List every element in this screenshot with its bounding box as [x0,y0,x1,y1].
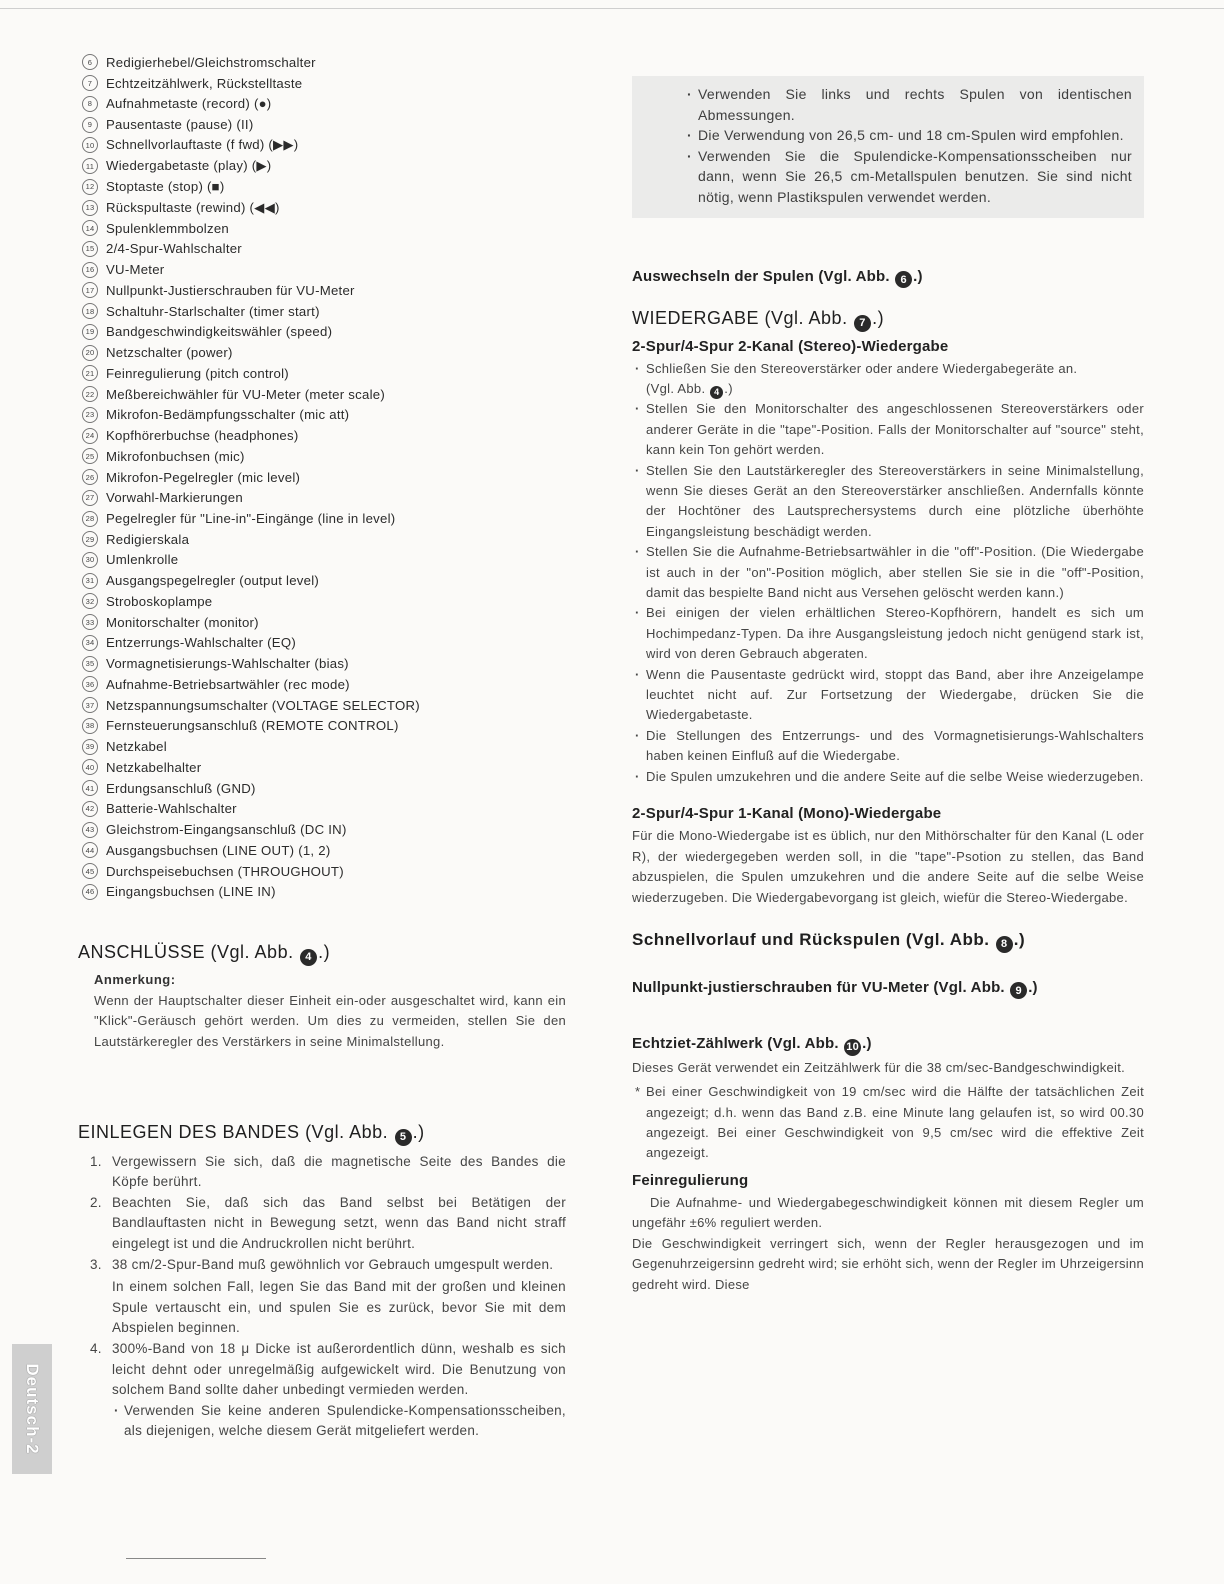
item-number: 40 [82,759,98,775]
list-item [82,176,566,197]
wiedergabe-heading: WIEDERGABE (Vgl. Abb. 7 .) [632,308,1144,332]
schnell-heading: Schnellvorlauf und Rückspulen (Vgl. Abb. 8 .) [632,930,1144,953]
note-label: Anmerkung: [94,971,176,987]
figure-badge: 5 [395,1129,412,1146]
anschluesse-heading: ANSCHLÜSSE (Vgl. Abb. 4 .) [78,942,566,966]
figure-badge: 8 [996,936,1013,953]
item-label: Pausentaste (pause) (II) [106,117,254,133]
list-item [82,633,566,654]
list-item [82,757,566,778]
item-number: 8 [82,96,98,112]
item-label: Spulenklemmbolzen [106,220,230,236]
item-number: 12 [82,179,98,195]
item-label: Stroboskoplampe [106,593,213,609]
figure-badge: 4 [710,386,723,399]
item-label: Batterie-Wahlschalter [106,801,237,817]
item-number: 7 [82,75,98,91]
item-label: Netzschalter (power) [106,345,233,361]
list-item [82,819,566,840]
figure-badge: 9 [1010,982,1027,999]
list-item [82,156,566,177]
item-number: 10 [82,137,98,153]
fein-text-2: Die Geschwindigkeit verringert sich, wenn der Regler herausgezogen und im Gegenuhrzeigersinn gedreht wird; sie erhöht sich, wenn der Regler im Uhrzeigersinn gedreht wird. Diese [632,1235,1144,1292]
item-number: 28 [82,511,98,527]
list-item [82,487,566,508]
item-label: Wiedergabetaste (play) (▶) [106,158,272,174]
list-item [82,73,566,94]
left-column [78,52,566,1442]
item-label: Vorwahl-Markierungen [106,490,243,506]
item-number: 25 [82,448,98,464]
fein-text-1: Die Aufnahme- und Wiedergabegeschwindigkeit können mit diesem Regler um ungefähr ±6% reguliert werden. [632,1194,1144,1231]
figure-badge: 6 [895,271,912,288]
list-item [82,591,566,612]
item-label: Netzkabelhalter [106,759,202,775]
item-number: 20 [82,345,98,361]
item-label: Feinregulierung (pitch control) [106,365,289,381]
item-label: Umlenkrolle [106,552,179,568]
mono-text: Für die Mono-Wiedergabe ist es üblich, nur den Mithörschalter für den Kanal (L oder R), der wiedergegeben werden soll, in die "tape"-Psotion zu stellen, das Band abzuspielen, die Spulen umzukehren und die andere Seite auf die selbe Weise wiederzugeben. Die Wiedergabevorgang ist gleich, wiefür die Stereo-Wiedergabe. [632,828,1144,905]
item-number: 41 [82,780,98,796]
item-label: Pegelregler für "Line-in"-Eingänge (line in level) [106,511,396,527]
list-item: · Stellen Sie den Monitorschalter des angeschlossenen Stereoverstärkers oder anderer Geräte in die "tape"-Position. Falls der Monitorschalter auf "source" steht, kann kein Ton gehört werden. [632,399,1144,460]
item-number: 22 [82,386,98,402]
item-number: 6 [82,54,98,70]
item-number: 19 [82,324,98,340]
list-item [82,674,566,695]
fein-heading: Feinregulierung [632,1171,749,1189]
list-item [82,197,566,218]
item-number: 39 [82,739,98,755]
list-item: · Die Verwendung von 26,5 cm- und 18 cm-Spulen wird empfohlen. [684,125,1132,146]
list-item [82,881,566,902]
item-number: 26 [82,469,98,485]
list-item: · Die Spulen umzukehren und die andere Seite auf die selbe Weise wiederzugeben. [632,767,1144,787]
item-number: 36 [82,676,98,692]
list-item [82,695,566,716]
einlegen-section [78,1122,566,1442]
item-number: 13 [82,200,98,216]
item-number: 37 [82,697,98,713]
item-label: Fernsteuerungsanschluß (REMOTE CONTROL) [106,718,399,734]
figure-badge: 4 [300,949,317,966]
list-item: 3. 38 cm/2-Spur-Band muß gewöhnlich vor Gebrauch umgespult werden. In einem solchen Fall, legen Sie das Band mit der großen und kleinen Spule vertauscht ein, und spulen Sie es zurück, bevor Sie mit dem Abspielen beginnen. [90,1255,566,1339]
list-item: 4. 300%-Band von 18 μ Dicke ist außerordentlich dünn, weshalb es sich leicht dehnt oder unregelmäßig aufgewickelt wird. Die Benutzung von solchem Band sollte daher unbedingt vermieden werden. · Verwenden Sie keine anderen Spulendicke-Kompensationsscheiben, als diejenigen, welche diesem Gerät mitgeliefert werden. [90,1339,566,1442]
list-item [82,259,566,280]
note-text: Wenn der Hauptschalter dieser Einheit ein-oder ausgeschaltet wird, kann ein "Klick"-Geräusch gehört werden. Um dies zu vermeiden, stellen Sie den Lautstärkeregler des Verstärkers in seine Minimalstellung. [94,992,566,1049]
list-item [82,550,566,571]
list-item [82,301,566,322]
mono-subheading: 2-Spur/4-Spur 1-Kanal (Mono)-Wiedergabe [632,805,942,823]
item-label: VU-Meter [106,262,165,278]
item-label: Ausgangspegelregler (output level) [106,573,320,589]
nullpunkt-heading: Nullpunkt-justierschrauben für VU-Meter (Vgl. Abb. 9 .) [632,979,1144,1000]
echtzeit-heading: Echtziet-Zählwerk (Vgl. Abb. 10 .) [632,1035,1144,1056]
item-number: 38 [82,718,98,734]
list-item [82,363,566,384]
item-number: 34 [82,635,98,651]
list-item [82,508,566,529]
reel-note-box [632,76,1144,218]
language-tab: Deutsch-2 [12,1344,52,1474]
list-item: · Bei einigen der vielen erhältlichen Stereo-Kopfhörern, handelt es sich um Hochimpedanz-Typen. Da ihre Ausgangsleistung jedoch nicht genügend stark ist, wird von deren Gebrauch abgeraten. [632,603,1144,664]
echtzeit-note [632,1082,1144,1164]
list-item [82,384,566,405]
item-number: 11 [82,158,98,174]
list-item [82,653,566,674]
item-label: Echtzeitzählwerk, Rückstelltaste [106,75,303,91]
list-item [82,612,566,633]
item-number: 43 [82,822,98,838]
list-item [82,529,566,550]
item-number: 30 [82,552,98,568]
item-label: Erdungsanschluß (GND) [106,780,256,796]
list-item [82,798,566,819]
top-rule [0,8,1224,9]
list-item [82,218,566,239]
item-label: Mikrofonbuchsen (mic) [106,448,245,464]
item-label: Stoptaste (stop) (■) [106,179,225,195]
item-number: 42 [82,801,98,817]
figure-badge: 10 [844,1039,861,1056]
item-number: 27 [82,490,98,506]
item-label: Netzspannungsumschalter (VOLTAGE SELECTOR) [106,697,420,713]
list-item: 2. Beachten Sie, daß sich das Band selbst bei Betätigen der Bandlauftasten nicht in Bewegung setzt, wenn das Band nicht straff eingelegt ist und die Andruckrollen nicht berührt. [90,1194,566,1251]
list-item [82,135,566,156]
item-number: 32 [82,593,98,609]
item-number: 17 [82,282,98,298]
list-item [82,467,566,488]
item-label: Gleichstrom-Eingangsanschluß (DC IN) [106,822,347,838]
item-label: Entzerrungs-Wahlschalter (EQ) [106,635,296,651]
item-label: Aufnahmetaste (record) (●) [106,96,272,112]
list-item [82,861,566,882]
list-item: · Die Stellungen des Entzerrungs- und des Vormagnetisierungs-Wahlschalters haben keinen Einfluß auf die Wiedergabe. [632,726,1144,767]
item-number: 18 [82,303,98,319]
item-label: Mikrofon-Bedämpfungsschalter (mic att) [106,407,350,423]
item-number: 24 [82,428,98,444]
item-number: 21 [82,365,98,381]
list-item [82,52,566,73]
item-number: 44 [82,842,98,858]
list-item [82,570,566,591]
list-item [82,778,566,799]
list-item: · Verwenden Sie links und rechts Spulen von identischen Abmessungen. [684,84,1132,125]
item-label: Meßbereichwähler für VU-Meter (meter scale) [106,386,385,402]
list-item: 1. Vergewissern Sie sich, daß die magnetische Seite des Bandes die Köpfe berührt. [90,1153,566,1190]
item-label: Redigierskala [106,531,190,547]
item-label: Nullpunkt-Justierschrauben für VU-Meter [106,282,355,298]
item-number: 16 [82,262,98,278]
list-item: · Stellen Sie die Aufnahme-Betriebsartwähler in die "off"-Position. (Die Wiedergabe ist auch in der "on"-Position möglich, aber stellen Sie sie in die "off"-Position, damit das bespielte Band nicht aus Versehen gelöscht werden kann.) [632,542,1144,603]
list-item: · Verwenden Sie die Spulendicke-Kompensationsscheiben nur dann, wenn Sie 26,5 cm-Metallspulen benutzen. Sie sind nicht nötig, wenn Plastikspulen verwendet werden. [684,146,1132,208]
item-number: 46 [82,884,98,900]
list-item: * Bei einer Geschwindigkeit von 19 cm/sec wird die Hälfte der tatsächlichen Zeit angezeigt; d.h. wenn das Band z.B. eine Minute lang gelaufen ist, so wird 00.30 angezeigt. Bei einer Geschwindigkeit von 9,5 cm/sec wird die effektive Zeit angezeigt. [632,1082,1144,1164]
item-label: Kopfhörerbuchse (headphones) [106,428,299,444]
step3-extra: In einem solchen Fall, legen Sie das Band mit der großen und kleinen Spule vertauscht ein, und spulen Sie es zurück, bevor Sie mit dem Abspielen beginnen. [112,1279,566,1336]
figure-badge: 7 [854,315,871,332]
item-number: 31 [82,573,98,589]
echtzeit-text: Dieses Gerät verwendet ein Zeitzählwerk für die 38 cm/sec-Bandgeschwindigkeit. [632,1059,1126,1075]
list-item [82,93,566,114]
list-item [82,114,566,135]
item-label: Eingangsbuchsen (LINE IN) [106,884,276,900]
item-label: Durchspeisebuchsen (THROUGHOUT) [106,863,344,879]
list-item [82,239,566,260]
list-item [82,446,566,467]
step4-bullet: · Verwenden Sie keine anderen Spulendicke-Kompensationsscheiben, als diejenigen, welche diesem Gerät mitgeliefert werden. [112,1401,566,1442]
stereo-bullets [632,359,1144,788]
item-label: Bandgeschwindigkeitswähler (speed) [106,324,333,340]
item-number: 45 [82,863,98,879]
item-number: 23 [82,407,98,423]
item-label: Monitorschalter (monitor) [106,614,259,630]
list-item [82,840,566,861]
list-item: · Stellen Sie den Lautstärkeregler des Stereoverstärkers in seine Minimalstellung, wenn Sie dieses Gerät an den Stereoverstärker anschließen. Andernfalls könnte der Hochtöner des Lautsprechersystems durch eine plötzliche überhöhte Eingangsleistung beschädigt werden. [632,461,1144,543]
item-label: Vormagnetisierungs-Wahlschalter (bias) [106,656,349,672]
item-label: Netzkabel [106,739,167,755]
item-label: Rückspultaste (rewind) (◀◀) [106,199,280,215]
item-label: Aufnahme-Betriebsartwähler (rec mode) [106,676,350,692]
list-item [82,322,566,343]
list-item [82,404,566,425]
item-number: 15 [82,241,98,257]
auswechseln-heading: Auswechseln der Spulen (Vgl. Abb. 6 .) [632,268,1144,289]
stereo-subheading: 2-Spur/4-Spur 2-Kanal (Stereo)-Wiedergabe [632,337,949,355]
anschluesse-section [78,942,566,1052]
parts-list [82,52,566,902]
list-item [82,280,566,301]
item-number: 33 [82,614,98,630]
item-label: Schnellvorlauftaste (f fwd) (▶▶) [106,137,299,153]
list-item [82,716,566,737]
einlegen-steps [90,1152,566,1442]
einlegen-heading: EINLEGEN DES BANDES (Vgl. Abb. 5 .) [78,1122,566,1146]
list-item [82,425,566,446]
item-number: 35 [82,656,98,672]
right-column [632,76,1144,1295]
item-number: 14 [82,220,98,236]
item-label: Ausgangsbuchsen (LINE OUT) (1, 2) [106,842,331,858]
item-number: 29 [82,531,98,547]
item-number: 9 [82,117,98,133]
item-label: 2/4-Spur-Wahlschalter [106,241,242,257]
list-item [82,342,566,363]
item-label: Redigierhebel/Gleichstromschalter [106,54,316,70]
list-item [82,736,566,757]
item-label: Schaltuhr-Starlschalter (timer start) [106,303,320,319]
list-item: · Schließen Sie den Stereoverstärker oder andere Wiedergabegeräte an. (Vgl. Abb. 4 .) [632,359,1144,400]
underline [126,1558,266,1559]
item-label: Mikrofon-Pegelregler (mic level) [106,469,301,485]
list-item: · Wenn die Pausentaste gedrückt wird, stoppt das Band, aber ihre Anzeigelampe leuchtet nicht auf. Zur Fortsetzung der Wiedergabe, drücken Sie die Wiedergabetaste. [632,665,1144,726]
